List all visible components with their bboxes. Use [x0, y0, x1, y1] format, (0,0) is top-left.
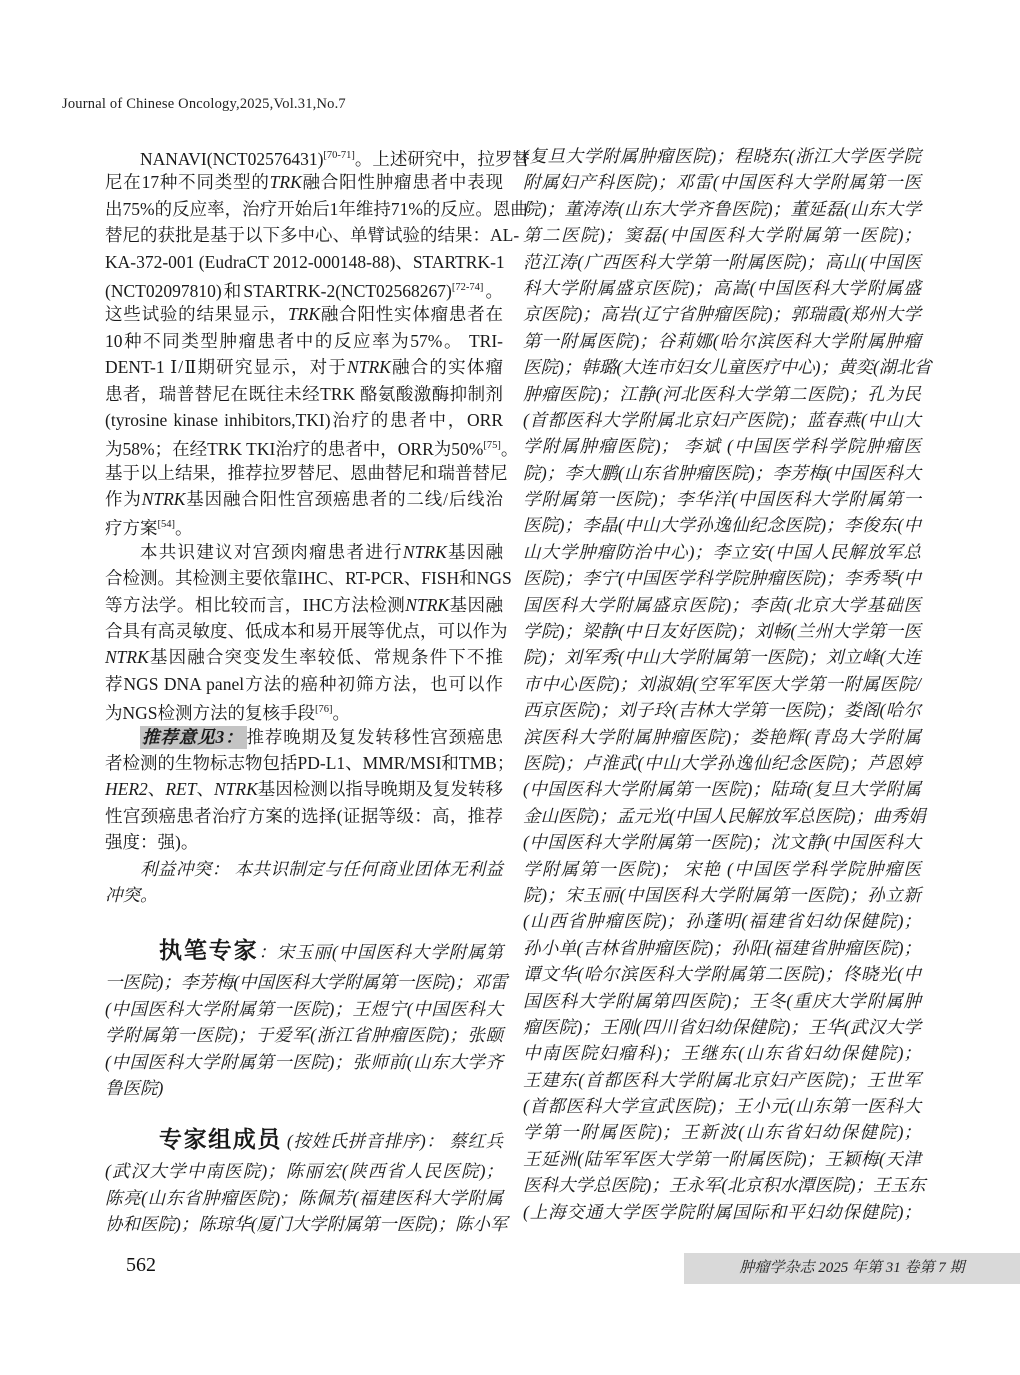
- text-line: [523, 1093, 921, 1119]
- text-line: [523, 697, 921, 723]
- text-line: [105, 776, 503, 802]
- text-line: [105, 328, 503, 354]
- text-line: [523, 750, 921, 776]
- kaiti-text: 孙小单(吉林省肿瘤医院)；孙阳(福建省肿瘤医院)；: [523, 937, 921, 958]
- gene-symbol-italic: NTRK: [347, 357, 391, 378]
- text-segment: NANAVI(NCT02576431): [140, 149, 324, 169]
- kaiti-text: (上海交通大学医学院附属国际和平妇幼保健院)；: [523, 1201, 921, 1222]
- kaiti-text: (中国医科大学附属第一医院)；沈文静(中国医科大: [523, 832, 921, 853]
- kaiti-text: 科大学附属盛京医院)；高嵩(中国医科大学附属盛: [523, 277, 921, 298]
- kaiti-text: 山大学肿瘤防治中心)；李立安(中国人民解放军总: [523, 541, 921, 562]
- text-line: [105, 565, 512, 591]
- text-segment: 、: [147, 779, 166, 800]
- kaiti-text: 国医科大学附属第四医院)；王冬(重庆大学附属肿: [523, 990, 921, 1011]
- kaiti-text: 学附属第一医院)；于爱军(浙江省肿瘤医院)；张颐: [105, 1025, 503, 1046]
- kaiti-text: 第一附属医院)；谷莉娜(哈尔滨医科大学附属肿瘤: [523, 330, 921, 351]
- text-line: [105, 460, 508, 486]
- text-line: [105, 1075, 503, 1101]
- kaiti-text: (按姓氏拼音排序)： 蔡红兵: [281, 1131, 504, 1152]
- text-line: [105, 697, 503, 723]
- text-line: [523, 565, 921, 591]
- text-line: [105, 750, 515, 776]
- text-segment: 性宫颈癌患者治疗方案的选择(证据等级：高，推荐: [105, 805, 503, 826]
- text-segment: 基因融合阳性宫颈癌患者的二线/后线治: [185, 489, 503, 510]
- text-line: [523, 196, 921, 222]
- kaiti-text: (中国医科大学附属第一医院)；王煜宁(中国医科大: [105, 998, 503, 1019]
- gene-symbol-italic: NTRK: [214, 779, 258, 800]
- text-segment: 荐NGS DNA panel方法的癌种初筛方法，也可以作: [105, 673, 503, 694]
- gene-symbol-italic: NTRK: [105, 647, 149, 668]
- kaiti-text: 学附属肿瘤医院)； 李斌 (中国医学科学院肿瘤医: [523, 436, 921, 457]
- gene-symbol-italic: TRK: [287, 304, 321, 325]
- kaiti-text: 院)；刘军秀(中山大学附属第一医院)；刘立峰(大连: [523, 647, 921, 668]
- kaiti-text: 陈亮(山东省肿瘤医院)；陈佩芳(福建医科大学附属: [105, 1187, 503, 1208]
- text-line: [105, 1211, 508, 1237]
- reference-superscript: [54]: [157, 519, 175, 531]
- text-line: [105, 222, 520, 248]
- text-segment: 基因检测以指导晚期及复发转移: [257, 779, 504, 800]
- reference-superscript: [75]: [483, 440, 501, 452]
- text-segment: 。: [483, 280, 503, 301]
- kaiti-text: 瘤医院)；王刚(四川省妇幼保健院)；王华(武汉大学: [523, 1016, 921, 1037]
- kaiti-text: 中南医院妇瘤科)；王继东(山东省妇幼保健院)；: [523, 1043, 921, 1064]
- text-line: [523, 724, 921, 750]
- text-line: [105, 618, 508, 644]
- kaiti-text: 协和医院)；陈琼华(厦门大学附属第一医院)；陈小军: [105, 1214, 508, 1235]
- text-line: [523, 644, 921, 670]
- text-line: [105, 592, 503, 618]
- kaiti-text: 附属妇产科医院)；邓雷(中国医科大学附属第一医: [523, 172, 921, 193]
- text-segment: 基因融合突变发生率较低、常规条件下不推: [148, 647, 503, 668]
- text-segment: 基因融: [446, 541, 504, 562]
- kaiti-text: 滨医科大学附属肿瘤医院)；娄艳辉(青岛大学附属: [523, 726, 921, 747]
- right-column: [523, 143, 932, 1225]
- text-line: [523, 988, 921, 1014]
- text-line: [523, 1119, 921, 1145]
- gene-symbol-italic: NTRK: [402, 541, 447, 562]
- text-line: [105, 1158, 503, 1184]
- text-line: [523, 143, 921, 169]
- text-segment: 。上述研究中，拉罗替: [354, 149, 530, 169]
- text-line: [105, 486, 503, 512]
- text-segment: 替尼的获批是基于以下多中心、单臂试验的结果：AL-: [105, 225, 520, 246]
- text-line: [105, 381, 503, 407]
- text-line: [105, 539, 503, 565]
- text-line: [523, 776, 921, 802]
- kaiti-text: 医院)；李晶(中山大学孙逸仙纪念医院)；李俊东(中: [523, 515, 921, 536]
- kaiti-text: 市中心医院)；刘淑娟(空军军医大学第一附属医院/: [523, 673, 921, 694]
- text-line: [523, 354, 932, 380]
- reference-superscript: [70-71]: [323, 150, 355, 161]
- kaiti-text: 第二医院)；窦磊(中国医科大学附属第一医院)；: [523, 225, 921, 246]
- gene-symbol-italic: HER2: [105, 779, 148, 800]
- kaiti-text: 学第一附属医院)；王新波(山东省妇幼保健院)；: [523, 1122, 921, 1143]
- text-line: [105, 249, 503, 275]
- text-line: [523, 1146, 921, 1172]
- kaiti-text: (复旦大学附属肿瘤医院)；程晓东(浙江大学医学院: [523, 146, 921, 166]
- text-segment: 。: [500, 439, 519, 460]
- text-segment: 这些试验的结果显示，: [105, 304, 288, 325]
- text-line: [523, 856, 921, 882]
- text-line: [523, 486, 921, 512]
- text-line: [105, 512, 503, 538]
- text-segment: 基于以上结果，推荐拉罗替尼、恩曲替尼和瑞普替尼: [105, 462, 508, 483]
- text-line: [523, 301, 921, 327]
- section-heading: 专家组成员: [159, 1126, 282, 1153]
- text-line: [105, 1185, 503, 1211]
- kaiti-text: 医院)；韩璐(大连市妇女儿童医疗中心)；黄奕(湖北省: [523, 357, 932, 378]
- kaiti-text: (首都医科大学宣武医院)；王小元(山东第一医科大: [523, 1096, 921, 1117]
- text-line: [105, 803, 503, 829]
- text-line: [105, 724, 503, 750]
- text-line: [105, 671, 503, 697]
- text-line: [523, 460, 921, 486]
- text-line: [105, 1049, 503, 1075]
- text-line: [105, 829, 503, 855]
- kaiti-text: 范江涛(广西医科大学第一附属医院)；高山(中国医: [523, 251, 921, 272]
- kaiti-text: 王延洲(陆军军医大学第一附属医院)；王颖梅(天津: [523, 1148, 921, 1169]
- kaiti-text: 院)；李大鹏(山东省肿瘤医院)；李芳梅(中国医科大: [523, 462, 921, 483]
- page-number: 562: [126, 1254, 156, 1276]
- text-line: [523, 829, 921, 855]
- kaiti-text: 医科大学总医院)；王永军(北京积水潭医院)；王玉东: [523, 1175, 926, 1196]
- text-line: [523, 803, 926, 829]
- kaiti-text: 学院)；梁静(中日友好医院)；刘畅(兰州大学第一医: [523, 621, 921, 642]
- text-line: [105, 196, 528, 222]
- text-line: [105, 275, 503, 301]
- text-line: [523, 882, 921, 908]
- running-head: Journal of Chinese Oncology,2025,Vol.31,No.7: [62, 96, 346, 112]
- text-line: [523, 618, 921, 644]
- text-segment: KA-372-001 (EudraCT 2012-000148-88)、STARTRK-1: [105, 251, 505, 272]
- reference-superscript: [76]: [315, 704, 333, 716]
- text-line: [523, 592, 921, 618]
- text-segment: 。: [332, 703, 351, 724]
- text-line: [523, 407, 921, 433]
- text-line: [523, 381, 921, 407]
- text-line: [105, 856, 503, 882]
- text-line: [523, 1040, 921, 1066]
- text-segment: 尼在17种不同类型的: [105, 172, 270, 193]
- gene-symbol-italic: NTRK: [141, 489, 186, 510]
- kaiti-text: 京医院)；高岩(辽宁省肿瘤医院)；郭瑞霞(郑州大学: [523, 304, 921, 325]
- gene-symbol-italic: RET: [165, 779, 197, 800]
- text-segment: 者检测的生物标志物包括PD-L1、MMR/MSI和TMB；: [105, 752, 515, 773]
- text-segment: 、: [196, 779, 214, 800]
- text-line: [523, 1067, 921, 1093]
- text-segment: 推荐晚期及复发转移性宫颈癌患: [246, 726, 504, 747]
- section-heading-line: [105, 932, 503, 969]
- text-segment: 疗方案: [105, 518, 158, 539]
- kaiti-text: 利益冲突： 本共识制定与任何商业团体无利益: [140, 858, 503, 879]
- text-line: [523, 433, 921, 459]
- text-segment: 融合的实体瘤: [390, 357, 504, 378]
- text-segment: 出75%的反应率，治疗开始后1年维持71%的反应。恩曲: [105, 198, 528, 219]
- text-segment: 10种不同类型肿瘤患者中的反应率为57%。 TRI-: [105, 330, 503, 351]
- left-column: [105, 143, 530, 1237]
- kaiti-text: 院)；宋玉丽(中国医科大学附属第一医院)；孙立新: [523, 884, 921, 905]
- section-heading: 执笔专家: [159, 937, 259, 964]
- text-segment: DENT-1 Ⅰ/Ⅱ期研究显示，对于: [105, 357, 348, 378]
- text-line: [523, 671, 921, 697]
- kaiti-text: 西京医院)；刘子玲(吉林大学第一医院)；娄阁(哈尔: [523, 700, 921, 721]
- text-segment: 等方法学。相比较而言，IHC方法检测: [105, 594, 406, 615]
- kaiti-text: (中国医科大学附属第一医院)；陆琦(复旦大学附属: [523, 779, 921, 800]
- kaiti-text: 肿瘤医院)；江静(河北医科大学第二医院)；孔为民: [523, 383, 921, 404]
- text-line: [105, 1022, 503, 1048]
- kaiti-text: 王建东(首都医科大学附属北京妇产医院)；王世军: [523, 1069, 921, 1090]
- text-line: [523, 249, 921, 275]
- recommendation-label-highlight: 推荐意见3：: [140, 726, 247, 749]
- kaiti-text: 冲突。: [105, 884, 158, 905]
- text-line: [523, 275, 921, 301]
- text-line: [523, 539, 921, 565]
- text-line: [523, 512, 921, 538]
- text-segment: 。: [175, 518, 193, 539]
- text-line: [105, 433, 519, 460]
- text-segment: 融合阳性肿瘤患者中表现: [301, 172, 504, 193]
- kaiti-text: 医院)；卢淮武(中山大学孙逸仙纪念医院)；芦恩婷: [523, 752, 921, 773]
- text-segment: 作为: [105, 489, 142, 510]
- text-line: [105, 407, 503, 433]
- text-line: [105, 644, 503, 670]
- gene-symbol-italic: TRK: [269, 172, 302, 193]
- text-line: [105, 301, 503, 327]
- text-line: [105, 143, 530, 169]
- kaiti-text: 鲁医院): [105, 1077, 164, 1098]
- text-segment: 基因融: [449, 594, 504, 615]
- text-segment: 为58%；在经TRK TKI治疗的患者中，ORR为50%: [105, 439, 484, 460]
- text-segment: 合具有高灵敏度、低成本和易开展等优点，可以作为: [105, 621, 508, 642]
- text-line: [523, 1199, 921, 1225]
- text-line: [523, 222, 921, 248]
- kaiti-text: (山西省肿瘤医院)；孙蓬明(福建省妇幼保健院)；: [523, 911, 921, 932]
- text-line: [523, 935, 921, 961]
- text-segment: 患者，瑞普替尼在既往未经TRK 酪氨酸激酶抑制剂: [105, 383, 503, 404]
- text-segment: (NCT02097810)和STARTRK-2(NCT02568267): [105, 280, 452, 301]
- kaiti-text: ：宋玉丽(中国医科大学附属第: [258, 942, 503, 963]
- text-line: [105, 354, 503, 380]
- text-line: [523, 169, 921, 195]
- kaiti-text: (中国医科大学附属第一医院)；张师前(山东大学齐: [105, 1051, 503, 1072]
- text-line: [105, 882, 503, 908]
- kaiti-text: 谭文华(哈尔滨医科大学附属第二医院)；佟晓光(中: [523, 964, 921, 985]
- text-segment: 本共识建议对宫颈肉瘤患者进行: [140, 541, 403, 562]
- text-line: [105, 169, 503, 195]
- journal-footer-bar: [684, 1253, 1020, 1284]
- text-segment: 融合阳性实体瘤患者在: [320, 304, 504, 325]
- text-line: [523, 961, 921, 987]
- kaiti-text: 院)；董涛涛(山东大学齐鲁医院)；董延磊(山东大学: [523, 198, 921, 219]
- text-line: [523, 1014, 921, 1040]
- kaiti-text: 金山医院)；孟元光(中国人民解放军总医院)；曲秀娟: [523, 805, 926, 826]
- text-line: [105, 996, 503, 1022]
- section-heading-line: [105, 1121, 503, 1158]
- text-segment: (tyrosine kinase inhibitors,TKI)治疗的患者中，ORR: [105, 409, 503, 430]
- kaiti-text: (首都医科大学附属北京妇产医院)；蓝春燕(中山大: [523, 409, 921, 430]
- text-line: [105, 969, 508, 995]
- kaiti-text: 学附属第一医院)；李华洋(中国医科大学附属第一: [523, 489, 921, 510]
- kaiti-text: 国医科大学附属盛京医院)；李茵(北京大学基础医: [523, 594, 921, 615]
- kaiti-text: 医院)；李宁(中国医学科学院肿瘤医院)；李秀琴(中: [523, 568, 921, 589]
- text-segment: 合检测。其检测主要依靠IHC、RT-PCR、FISH和NGS: [105, 568, 512, 589]
- kaiti-text: (武汉大学中南医院)；陈丽宏(陕西省人民医院)；: [105, 1161, 503, 1182]
- text-segment: 强度：强)。: [105, 832, 199, 853]
- text-line: [523, 1172, 926, 1198]
- gene-symbol-italic: NTRK: [405, 594, 450, 615]
- kaiti-text: 学附属第一医院)； 宋艳 (中国医学科学院肿瘤医: [523, 858, 921, 879]
- text-line: [523, 328, 921, 354]
- text-segment: 为NGS检测方法的复核手段: [105, 703, 316, 724]
- kaiti-text: 一医院)；李芳梅(中国医科大学附属第一医院)；邓雷: [105, 972, 508, 993]
- journal-footer-text: 肿瘤学杂志 2025 年第 31 卷第 7 期: [739, 1260, 965, 1276]
- text-line: [523, 908, 921, 934]
- reference-superscript: [72-74]: [451, 281, 484, 293]
